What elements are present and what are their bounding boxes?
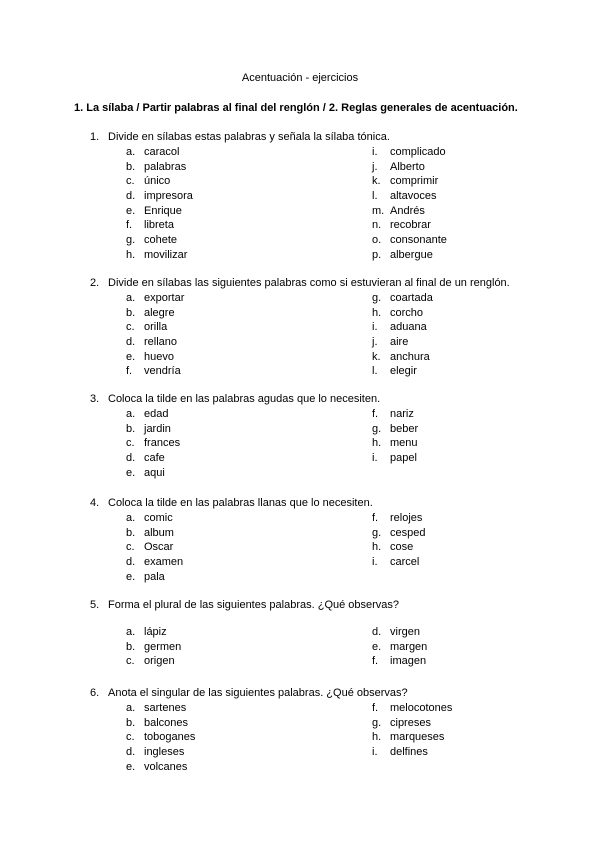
list-item bbox=[126, 640, 372, 655]
exercise-items bbox=[90, 511, 530, 584]
exercise-number: 5. bbox=[90, 599, 100, 611]
item-letter: c. bbox=[126, 731, 135, 744]
item-word: Andrés bbox=[390, 204, 425, 217]
list-item bbox=[126, 466, 372, 481]
list-item bbox=[372, 745, 532, 760]
list-item bbox=[126, 570, 372, 585]
item-letter: k. bbox=[372, 350, 381, 363]
exercise-number: 1. bbox=[90, 131, 100, 143]
list-item bbox=[126, 189, 372, 204]
item-word: virgen bbox=[390, 626, 420, 638]
item-word: sartenes bbox=[144, 702, 187, 714]
item-letter: f. bbox=[372, 512, 379, 524]
item-word: alegre bbox=[144, 306, 175, 319]
item-letter: i. bbox=[372, 146, 378, 158]
item-word: cipreses bbox=[390, 716, 431, 729]
item-word: complicado bbox=[390, 146, 446, 158]
list-item bbox=[126, 511, 372, 526]
item-word: nariz bbox=[390, 408, 414, 420]
exercise-instruction: Divide en sílabas las siguientes palabras como si estuvieran al final de un renglón. bbox=[108, 277, 510, 289]
list-item bbox=[372, 160, 532, 175]
item-word: huevo bbox=[144, 350, 174, 363]
item-letter: d. bbox=[126, 556, 136, 569]
item-column-left bbox=[126, 407, 372, 480]
list-item bbox=[372, 364, 532, 379]
list-item bbox=[372, 350, 532, 365]
exercise-items bbox=[90, 291, 530, 379]
list-item bbox=[372, 306, 532, 321]
section-heading: 1. La sílaba / Partir palabras al final del renglón / 2. Reglas generales de acentuación. bbox=[74, 102, 518, 114]
list-item bbox=[126, 364, 372, 379]
item-word: Enrique bbox=[144, 204, 182, 217]
exercise-instruction: Anota el singular de las siguientes palabras. ¿Qué observas? bbox=[108, 687, 408, 699]
list-item bbox=[126, 451, 372, 466]
list-item bbox=[372, 540, 532, 555]
exercise-instruction: Divide en sílabas estas palabras y señala la sílaba tónica. bbox=[108, 131, 390, 143]
item-letter: e. bbox=[126, 350, 136, 363]
list-item bbox=[126, 174, 372, 189]
list-item bbox=[126, 745, 372, 760]
item-word: anchura bbox=[390, 350, 430, 363]
item-word: comic bbox=[144, 512, 173, 524]
item-word: germen bbox=[144, 640, 182, 653]
item-letter: a. bbox=[126, 146, 136, 158]
item-letter: a. bbox=[126, 292, 136, 304]
list-item bbox=[372, 436, 532, 451]
exercise-items bbox=[90, 145, 530, 263]
item-letter: a. bbox=[126, 626, 136, 638]
exercise-number: 4. bbox=[90, 497, 100, 509]
item-letter: a. bbox=[126, 702, 136, 714]
list-item bbox=[126, 291, 372, 306]
item-word: cose bbox=[390, 541, 414, 554]
item-word: margen bbox=[390, 640, 428, 653]
list-item bbox=[372, 625, 532, 640]
list-item bbox=[126, 320, 372, 335]
item-letter: k. bbox=[372, 175, 381, 188]
list-item bbox=[372, 701, 532, 716]
list-item bbox=[126, 350, 372, 365]
list-item bbox=[126, 204, 372, 219]
item-column-left bbox=[126, 701, 372, 774]
list-item bbox=[372, 189, 532, 204]
list-item bbox=[126, 335, 372, 350]
item-word: aqui bbox=[144, 466, 165, 479]
exercise-instruction: Coloca la tilde en las palabras llanas que lo necesiten. bbox=[108, 497, 373, 509]
list-item bbox=[126, 716, 372, 731]
list-item bbox=[126, 701, 372, 716]
list-item bbox=[372, 233, 532, 248]
exercise-instruction: Coloca la tilde en las palabras agudas que lo necesiten. bbox=[108, 393, 381, 405]
item-word: album bbox=[144, 526, 174, 539]
item-letter: h. bbox=[372, 541, 382, 554]
item-word: relojes bbox=[390, 512, 423, 524]
item-word: beber bbox=[390, 422, 419, 435]
item-word: edad bbox=[144, 408, 169, 420]
exercise-items bbox=[90, 407, 530, 480]
item-column-right bbox=[372, 511, 532, 584]
list-item bbox=[126, 422, 372, 437]
list-item bbox=[126, 654, 372, 669]
item-letter: m. bbox=[372, 204, 385, 217]
exercise-6 bbox=[90, 686, 530, 774]
item-letter: l. bbox=[372, 190, 378, 203]
list-item bbox=[372, 320, 532, 335]
list-item bbox=[372, 555, 532, 570]
item-word: Oscar bbox=[144, 541, 174, 554]
item-word: examen bbox=[144, 556, 184, 569]
item-word: ingleses bbox=[144, 746, 185, 759]
list-item bbox=[372, 291, 532, 306]
item-letter: c. bbox=[126, 321, 135, 334]
item-letter: o. bbox=[372, 234, 382, 247]
list-item bbox=[372, 730, 532, 745]
list-item bbox=[126, 555, 372, 570]
item-letter: e. bbox=[126, 204, 136, 217]
list-item bbox=[126, 407, 372, 422]
item-word: volcanes bbox=[144, 760, 188, 773]
item-letter: f. bbox=[126, 365, 133, 378]
item-word: marqueses bbox=[390, 731, 445, 744]
item-word: toboganes bbox=[144, 731, 196, 744]
exercise-instruction-row bbox=[90, 686, 530, 700]
document-title: Acentuación - ejercicios bbox=[241, 72, 359, 84]
item-word: papel bbox=[390, 452, 417, 465]
item-word: balcones bbox=[144, 716, 189, 729]
exercise-2 bbox=[90, 276, 530, 379]
list-item bbox=[126, 145, 372, 160]
item-word: delfines bbox=[390, 746, 428, 759]
item-letter: d. bbox=[126, 452, 136, 465]
item-letter: g. bbox=[126, 234, 136, 247]
item-word: pala bbox=[144, 570, 165, 583]
item-letter: p. bbox=[372, 248, 382, 261]
item-letter: i. bbox=[372, 452, 378, 465]
item-letter: a. bbox=[126, 408, 136, 420]
list-item bbox=[372, 640, 532, 655]
item-word: cohete bbox=[144, 234, 178, 247]
item-letter: f. bbox=[126, 219, 133, 232]
list-item bbox=[126, 436, 372, 451]
item-letter: d. bbox=[126, 190, 136, 203]
item-letter: j. bbox=[372, 160, 378, 173]
item-letter: b. bbox=[126, 422, 136, 435]
item-word: aire bbox=[390, 336, 409, 349]
item-word: origen bbox=[144, 655, 175, 668]
item-column-left bbox=[126, 145, 372, 263]
item-word: palabras bbox=[144, 160, 187, 173]
list-item bbox=[372, 526, 532, 541]
item-word: cafe bbox=[144, 452, 165, 465]
item-word: coartada bbox=[390, 292, 433, 304]
list-item bbox=[126, 160, 372, 175]
item-letter: d. bbox=[372, 626, 382, 638]
item-letter: h. bbox=[372, 437, 382, 450]
list-item bbox=[126, 540, 372, 555]
item-word: aduana bbox=[390, 321, 427, 334]
item-column-left bbox=[126, 511, 372, 584]
list-item bbox=[372, 145, 532, 160]
list-item bbox=[372, 335, 532, 350]
exercise-4 bbox=[90, 496, 530, 584]
item-letter: g. bbox=[372, 716, 382, 729]
item-letter: c. bbox=[126, 437, 135, 450]
item-letter: a. bbox=[126, 512, 136, 524]
list-item bbox=[372, 422, 532, 437]
exercise-instruction-row bbox=[90, 276, 530, 290]
list-item bbox=[372, 204, 532, 219]
item-word: libreta bbox=[144, 219, 174, 232]
item-word: cesped bbox=[390, 526, 426, 539]
item-word: único bbox=[144, 175, 171, 188]
list-item bbox=[372, 511, 532, 526]
exercise-instruction-row bbox=[90, 130, 530, 144]
item-word: movilizar bbox=[144, 248, 188, 261]
item-letter: e. bbox=[372, 640, 382, 653]
item-word: jardin bbox=[144, 422, 171, 435]
item-word: orilla bbox=[144, 321, 168, 334]
list-item bbox=[126, 760, 372, 775]
item-letter: d. bbox=[126, 336, 136, 349]
exercise-number: 6. bbox=[90, 687, 100, 699]
exercise-items bbox=[90, 701, 530, 774]
item-word: vendría bbox=[144, 365, 181, 378]
exercise-number: 2. bbox=[90, 277, 100, 289]
item-column-right bbox=[372, 145, 532, 263]
item-word: elegir bbox=[390, 365, 417, 378]
item-column-right bbox=[372, 701, 532, 774]
exercise-instruction-row bbox=[90, 392, 530, 406]
item-letter: c. bbox=[126, 655, 135, 668]
item-column-left bbox=[126, 625, 372, 669]
item-letter: g. bbox=[372, 292, 382, 304]
item-letter: i. bbox=[372, 746, 378, 759]
list-item bbox=[372, 174, 532, 189]
item-letter: f. bbox=[372, 655, 379, 668]
item-word: Alberto bbox=[390, 160, 425, 173]
item-letter: l. bbox=[372, 365, 378, 378]
item-letter: i. bbox=[372, 556, 378, 569]
item-word: comprimir bbox=[390, 175, 439, 188]
item-letter: c. bbox=[126, 175, 135, 188]
item-letter: i. bbox=[372, 321, 378, 334]
list-item bbox=[372, 654, 532, 669]
item-letter: e. bbox=[126, 466, 136, 479]
list-item bbox=[372, 407, 532, 422]
item-word: impresora bbox=[144, 190, 193, 203]
item-letter: h. bbox=[126, 248, 136, 261]
item-word: menu bbox=[390, 437, 418, 450]
list-item bbox=[126, 233, 372, 248]
item-column-left bbox=[126, 291, 372, 379]
item-word: albergue bbox=[390, 248, 433, 261]
item-letter: e. bbox=[126, 760, 136, 773]
exercise-1 bbox=[90, 130, 530, 263]
item-column-right bbox=[372, 625, 532, 669]
item-letter: h. bbox=[372, 731, 382, 744]
exercise-5 bbox=[90, 598, 530, 669]
exercise-items bbox=[90, 625, 530, 669]
exercise-instruction-row bbox=[90, 496, 530, 510]
list-item bbox=[372, 716, 532, 731]
list-item bbox=[372, 248, 532, 263]
item-word: exportar bbox=[144, 292, 185, 304]
exercise-instruction-row bbox=[90, 598, 530, 612]
item-letter: e. bbox=[126, 570, 136, 583]
item-word: altavoces bbox=[390, 190, 437, 203]
list-item bbox=[126, 248, 372, 263]
item-word: caracol bbox=[144, 146, 180, 158]
list-item bbox=[126, 218, 372, 233]
list-item bbox=[126, 526, 372, 541]
list-item bbox=[372, 218, 532, 233]
item-letter: g. bbox=[372, 526, 382, 539]
list-item bbox=[126, 730, 372, 745]
item-word: lápiz bbox=[144, 626, 167, 638]
item-word: recobrar bbox=[390, 219, 431, 232]
exercise-instruction: Forma el plural de las siguientes palabras. ¿Qué observas? bbox=[108, 599, 400, 611]
item-column-right bbox=[372, 407, 532, 480]
item-letter: d. bbox=[126, 746, 136, 759]
item-word: carcel bbox=[390, 556, 420, 569]
item-letter: h. bbox=[372, 306, 382, 319]
list-item bbox=[126, 306, 372, 321]
item-letter: f. bbox=[372, 702, 379, 714]
item-letter: f. bbox=[372, 408, 379, 420]
item-word: melocotones bbox=[390, 702, 453, 714]
item-word: consonante bbox=[390, 234, 447, 247]
item-letter: b. bbox=[126, 160, 136, 173]
list-item bbox=[372, 451, 532, 466]
list-item bbox=[126, 625, 372, 640]
item-letter: g. bbox=[372, 422, 382, 435]
item-letter: b. bbox=[126, 526, 136, 539]
exercise-3 bbox=[90, 392, 530, 480]
item-letter: n. bbox=[372, 219, 382, 232]
item-word: corcho bbox=[390, 306, 424, 319]
item-word: rellano bbox=[144, 336, 178, 349]
item-word: frances bbox=[144, 437, 181, 450]
item-letter: c. bbox=[126, 541, 135, 554]
item-letter: b. bbox=[126, 640, 136, 653]
item-letter: j. bbox=[372, 336, 378, 349]
item-letter: b. bbox=[126, 716, 136, 729]
item-column-right bbox=[372, 291, 532, 379]
item-word: imagen bbox=[390, 655, 427, 668]
exercise-number: 3. bbox=[90, 393, 100, 405]
item-letter: b. bbox=[126, 306, 136, 319]
